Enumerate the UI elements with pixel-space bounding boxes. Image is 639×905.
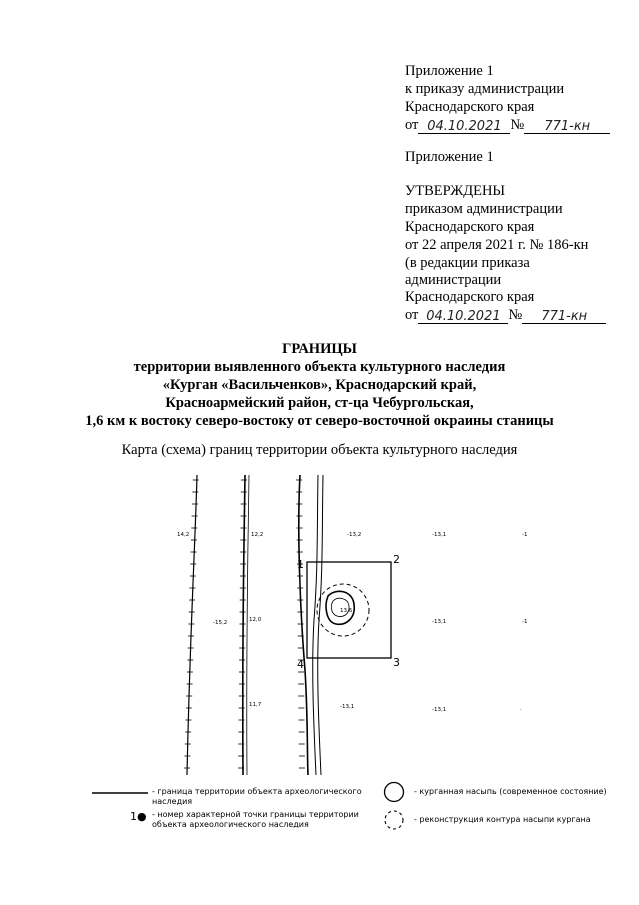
map-caption: Карта (схема) границ территории объекта культурного наследия — [121, 442, 518, 458]
header-to-order: к приказу администрации — [405, 81, 565, 97]
approved-line2: Краснодарского края — [405, 219, 535, 235]
header-from-prefix: от — [405, 117, 419, 133]
legend-point-text: - номер характерной точки границы территории объекта археологического наследия — [152, 810, 359, 829]
approved-line6: Краснодарского края — [405, 289, 535, 305]
elevation-label: 13,6 — [340, 608, 353, 614]
legend-point-marker: 1● — [130, 810, 147, 823]
title-line5: 1,6 км к востоку северо-востоку от северо-восточной окраины станицы — [85, 413, 554, 429]
header-appendix: Приложение 1 — [405, 63, 494, 79]
legend-boundary-text: - граница территории объекта археологического наследия — [152, 787, 362, 806]
elevation-label: -13,1 — [340, 704, 355, 710]
elevation-label: -15,2 — [213, 620, 228, 626]
legend-mound-current-text: - курганная насыпь (современное состояние) — [414, 787, 607, 796]
approved-number-sign: № — [508, 307, 523, 323]
point-label-2: 2 — [393, 553, 400, 566]
header-region: Краснодарского края — [405, 99, 535, 115]
header-date-handwritten: 04.10.2021 — [418, 118, 510, 134]
title-line3: «Курган «Васильченков», Краснодарский край, — [162, 377, 477, 393]
point-label-4: 4 — [297, 658, 304, 671]
legend-mound-reconstruction-text: - реконструкция контура насыпи кургана — [414, 815, 591, 824]
mound-reconstruction-icon — [385, 811, 403, 829]
approved-date-line — [405, 306, 606, 324]
boundary-map — [0, 470, 639, 780]
road-lines — [187, 475, 323, 775]
elevation-label: -1 — [522, 619, 528, 625]
legend-mound-icons — [380, 780, 412, 836]
header-number-sign: № — [510, 117, 525, 133]
title-line4: Красноармейский район, ст-ца Чебургольская, — [165, 395, 474, 411]
title-line1: ГРАНИЦЫ — [282, 341, 357, 357]
point-label-1: 1 — [297, 558, 304, 571]
elevation-label: -13,1 — [432, 619, 447, 625]
legend-line-sample — [90, 788, 152, 800]
approved-from-prefix: от — [405, 307, 419, 323]
header-number-handwritten: 771-кн — [524, 118, 610, 134]
approved-line5: администрации — [405, 272, 502, 288]
title-line2: территории выявленного объекта культурного наследия — [133, 359, 506, 375]
elevation-label: -1 — [522, 532, 528, 538]
elevation-label: 11,7 — [249, 702, 262, 708]
approved-heading: УТВЕРЖДЕНЫ — [405, 183, 506, 199]
elevation-label: 12,0 — [249, 617, 262, 623]
elevation-label: 14,2 — [177, 532, 190, 538]
elevation-label: -13,1 — [432, 532, 447, 538]
approved-line3: от 22 апреля 2021 г. № 186-кн — [405, 237, 589, 253]
elevation-label: -13,1 — [432, 707, 447, 713]
elevation-dot: · — [520, 707, 522, 713]
approved-line4: (в редакции приказа — [405, 255, 530, 271]
approved-appendix: Приложение 1 — [405, 149, 494, 165]
approved-line1: приказом администрации — [405, 201, 563, 217]
approved-number-handwritten: 771-кн — [522, 308, 606, 324]
header-date-line — [405, 116, 610, 134]
point-label-3: 3 — [393, 656, 400, 669]
approved-date-handwritten: 04.10.2021 — [418, 308, 508, 324]
elevation-label: -13,2 — [347, 532, 362, 538]
elevation-label: 12,2 — [251, 532, 264, 538]
mound-current-icon — [385, 783, 404, 802]
